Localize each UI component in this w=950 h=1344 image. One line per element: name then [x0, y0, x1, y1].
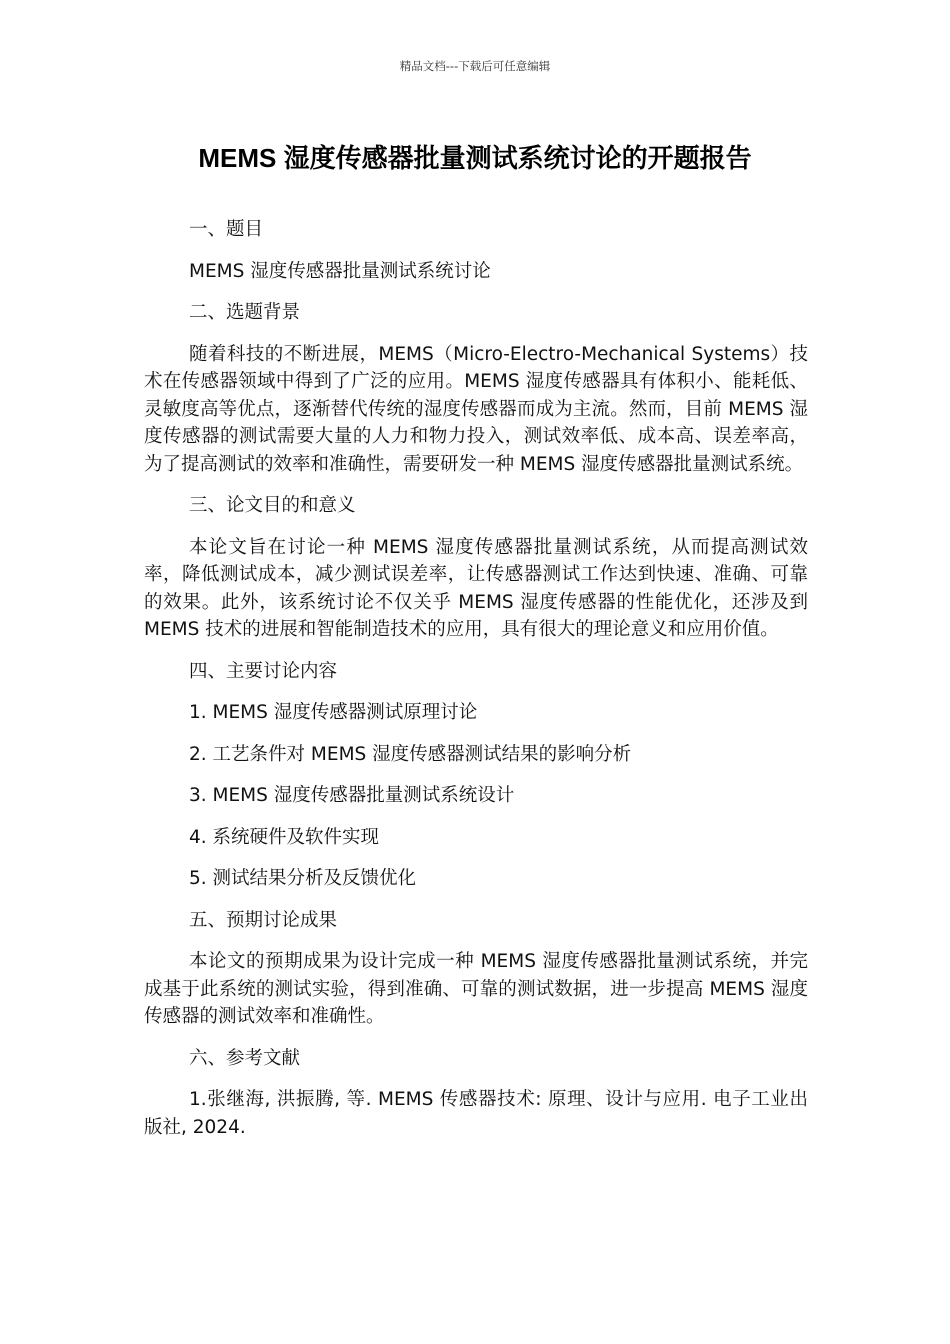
- document-body: [144, 216, 808, 1155]
- header-note: 精品文档---下载后可任意编辑: [399, 59, 551, 73]
- section-heading-topic: 一、题目: [189, 219, 264, 240]
- content-item: 1. MEMS 湿度传感器测试原理讨论: [189, 702, 478, 723]
- content-item: 4. 系统硬件及软件实现: [189, 826, 380, 848]
- document-title: MEMS 湿度传感器批量测试系统讨论的开题报告: [198, 143, 752, 173]
- background-paragraph: 随着科技的不断进展，MEMS（Micro-Electro-Mechanical Systems）技术在传感器领域中得到了广泛的应用。MEMS 湿度传感器具有体积小、能耗低、灵敏度高等优点，逐渐替代传统的湿度传感器而成为主流。然而，目前 MEMS 湿度传感器的测试需要大量的人力和物力投入，测试效率低、成本高、误差率高，为了提高测试的效率和准确性，需要研发一种 MEMS 湿度传感器批量测试系统。: [144, 343, 808, 475]
- section-heading-references: 六、参考文献: [189, 1047, 301, 1069]
- purpose-paragraph: 本论文旨在讨论一种 MEMS 湿度传感器批量测试系统，从而提高测试效率，降低测试成本，减少测试误差率，让传感器测试工作达到快速、准确、可靠的效果。此外，该系统讨论不仅关乎 MEMS 湿度传感器的性能优化，还涉及到 MEMS 技术的进展和智能制造技术的应用，具有很大的理论意义和应用价值。: [144, 536, 808, 640]
- section-heading-outcomes: 五、预期讨论成果: [189, 909, 338, 931]
- section-heading-content: 四、主要讨论内容: [189, 660, 338, 682]
- content-item: 5. 测试结果分析及反馈优化: [189, 868, 417, 889]
- reference-item: 1.张继海, 洪振腾, 等. MEMS 传感器技术: 原理、设计与应用. 电子工业出版社, 2024.: [144, 1089, 808, 1138]
- content-item: 3. MEMS 湿度传感器批量测试系统设计: [189, 785, 515, 806]
- topic-text: MEMS 湿度传感器批量测试系统讨论: [189, 260, 491, 282]
- outcomes-paragraph: 本论文的预期成果为设计完成一种 MEMS 湿度传感器批量测试系统，并完成基于此系统的测试实验，得到准确、可靠的测试数据，进一步提高 MEMS 湿度传感器的测试效率和准确性。: [144, 951, 808, 1027]
- section-heading-background: 二、选题背景: [189, 302, 301, 323]
- content-item: 2. 工艺条件对 MEMS 湿度传感器测试结果的影响分析: [189, 743, 632, 765]
- section-heading-purpose: 三、论文目的和意义: [189, 495, 356, 516]
